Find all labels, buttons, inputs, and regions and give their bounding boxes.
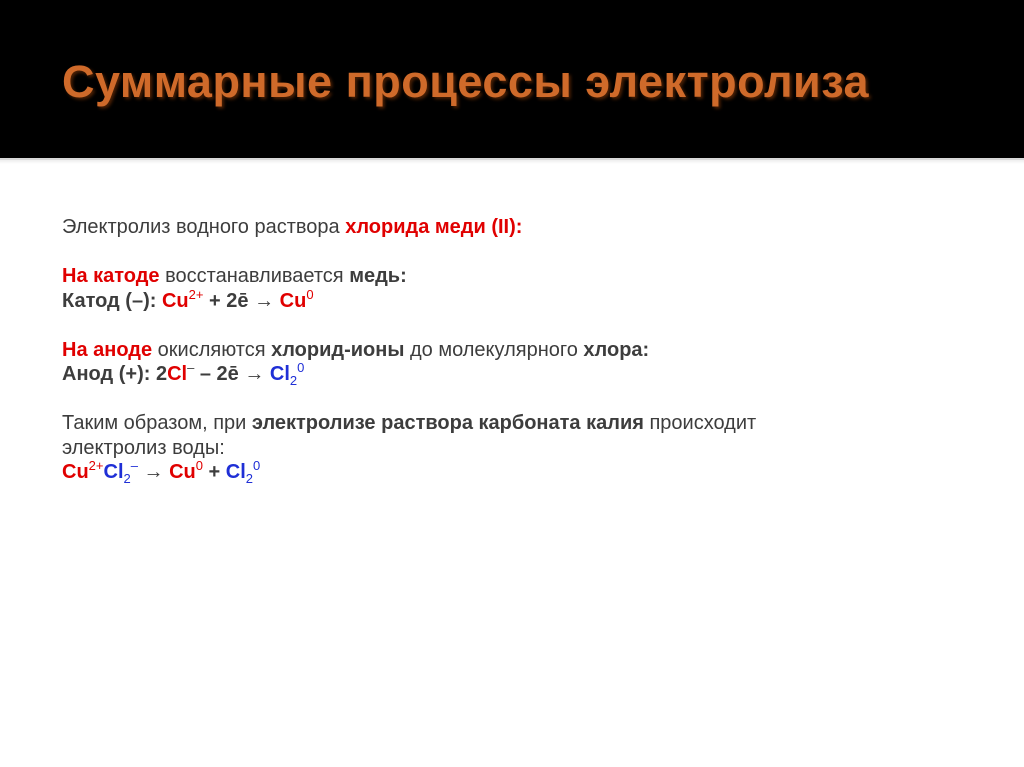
summary-eq-cl2-sub: 2: [245, 470, 254, 486]
summary-eq-cu0-charge: 0: [195, 458, 203, 474]
summary-eq-cl-sub: 2: [123, 470, 131, 486]
summary-eq-cl2: Cl: [225, 461, 246, 483]
summary-eq-arrow: →: [137, 461, 170, 483]
anode-eq-middle: – 2ē →: [194, 363, 270, 385]
anode-eq-cl2-sub: 2: [289, 372, 298, 388]
summary-line: [62, 411, 962, 436]
intro-line: [62, 215, 962, 240]
summary-eq-cl: Cl: [103, 461, 124, 483]
cathode-eq-middle: + 2ē →: [203, 289, 280, 312]
anode-text2: до молекулярного: [404, 338, 584, 361]
intro-highlight: хлорида меди (II):: [345, 216, 523, 238]
anode-bold1: хлорид-ионы: [271, 338, 405, 361]
summary-bold: электролизе раствора карбоната калия: [251, 412, 644, 434]
cathode-label: На катоде: [62, 265, 160, 287]
spacer: [62, 387, 962, 412]
slide-body: [62, 215, 962, 485]
anode-label: На аноде: [62, 338, 153, 361]
page-edge: [0, 160, 1024, 164]
cathode-eq-cu0: Cu: [279, 289, 307, 312]
anode-eq-prefix: Анод (+):: [62, 363, 156, 385]
anode-eq-cl: Cl: [167, 363, 188, 385]
anode-text1: окисляются: [152, 338, 272, 361]
anode-eq-cl-charge: –: [187, 360, 195, 376]
anode-eq-cl2: Cl: [269, 363, 290, 385]
cathode-line: [62, 264, 962, 289]
anode-eq-cl2-charge: 0: [297, 360, 305, 376]
summary-text2: происходит: [643, 412, 757, 434]
summary-equation: [62, 460, 962, 485]
cathode-eq-cu0-charge: 0: [306, 286, 314, 302]
cathode-bold: медь:: [349, 265, 407, 287]
summary-eq-cu: Cu: [62, 461, 89, 483]
summary-eq-cl2-charge: 0: [253, 458, 261, 474]
cathode-equation: [62, 286, 962, 314]
spacer: [62, 240, 962, 265]
anode-equation: [62, 362, 962, 387]
anode-bold2: хлора:: [583, 338, 650, 361]
anode-line: [62, 338, 962, 363]
slide-title: Суммарные процессы электролиза: [62, 56, 870, 107]
summary-eq-cl-charge: –: [130, 458, 138, 474]
intro-text: Электролиз водного раствора: [62, 216, 346, 238]
title-bar: [0, 0, 1024, 158]
summary-text1: Таким образом, при: [62, 412, 252, 434]
anode-eq-coef: 2: [155, 363, 168, 385]
spacer: [62, 313, 962, 338]
cathode-eq-cu-charge: 2+: [188, 286, 204, 302]
summary-line2: электролиз воды:: [62, 436, 225, 459]
cathode-eq-prefix: Катод (–):: [62, 289, 162, 312]
summary-eq-plus: +: [203, 461, 226, 483]
summary-eq-cu-charge: 2+: [88, 458, 104, 474]
summary-eq-cu0: Cu: [169, 461, 196, 483]
cathode-eq-cu: Cu: [161, 289, 189, 312]
cathode-text: восстанавливается: [159, 265, 350, 287]
